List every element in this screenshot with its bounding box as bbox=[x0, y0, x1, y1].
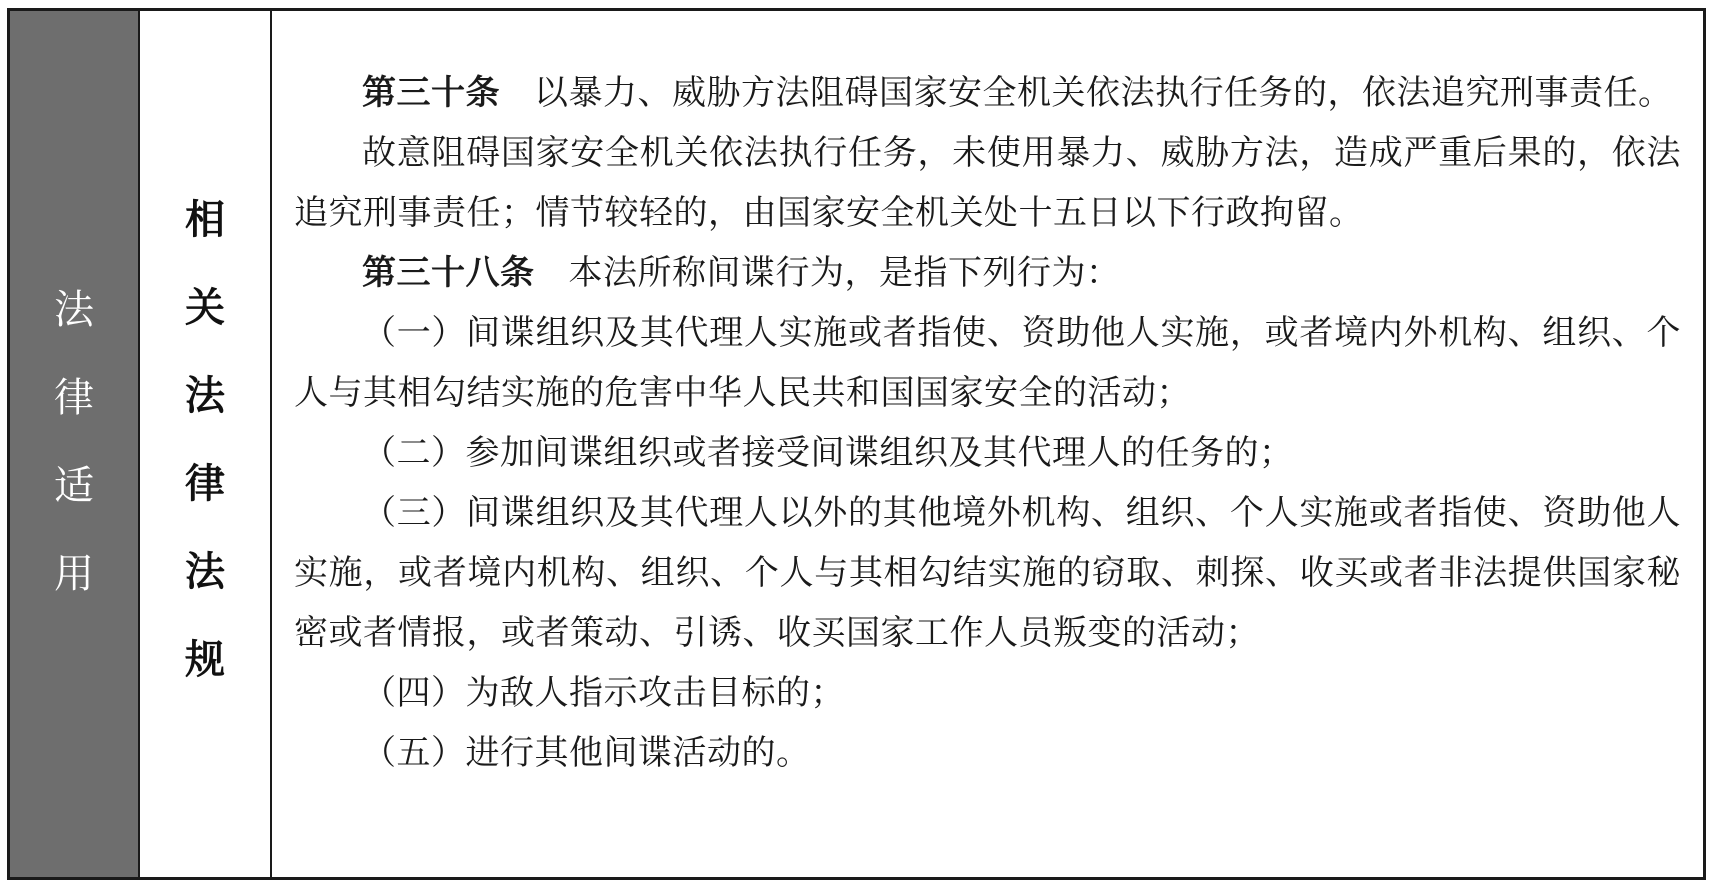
paragraph-text: （五）进行其他间谍活动的。 bbox=[362, 733, 811, 773]
list-item bbox=[294, 303, 1681, 423]
law-table bbox=[7, 8, 1706, 880]
paragraph-text: 本法所称间谍行为，是指下列行为： bbox=[568, 253, 1121, 293]
paragraph bbox=[294, 63, 1681, 123]
paragraph bbox=[294, 243, 1681, 303]
category-column bbox=[10, 11, 140, 877]
paragraph-text: 以暴力、威胁方法阻碍国家安全机关依法执行任务的，依法追究刑事责任。 bbox=[534, 73, 1673, 113]
paragraph-text: 故意阻碍国家安全机关依法执行任务，未使用暴力、威胁方法，造成严重后果的，依法追究刑事责任；情节较轻的，由国家安全机关处十五日以下行政拘留。 bbox=[294, 133, 1681, 233]
paragraph bbox=[294, 123, 1681, 243]
paragraph-text: （四）为敌人指示攻击目标的； bbox=[362, 673, 845, 713]
list-item bbox=[294, 723, 1681, 783]
list-item bbox=[294, 483, 1681, 663]
paragraph-text: （一）间谍组织及其代理人实施或者指使、资助他人实施，或者境内外机构、组织、个人与其相勾结实施的危害中华人民共和国国家安全的活动； bbox=[294, 313, 1681, 413]
list-item bbox=[294, 423, 1681, 483]
article-heading: 第三十八条 bbox=[362, 253, 535, 293]
subcategory-label: 相关法律法规 bbox=[185, 197, 225, 683]
paragraph-text: （三）间谍组织及其代理人以外的其他境外机构、组织、个人实施或者指使、资助他人实施，或者境内机构、组织、个人与其相勾结实施的窃取、刺探、收买或者非法提供国家秘密或者情报，或者策动、引诱、收买国家工作人员叛变的活动； bbox=[294, 493, 1681, 653]
content-column bbox=[272, 11, 1703, 877]
paragraph-text: （二）参加间谍组织或者接受间谍组织及其代理人的任务的； bbox=[362, 433, 1294, 473]
subcategory-column bbox=[140, 11, 272, 877]
category-label: 法律适用 bbox=[54, 287, 94, 597]
list-item bbox=[294, 663, 1681, 723]
article-heading: 第三十条 bbox=[362, 73, 500, 113]
